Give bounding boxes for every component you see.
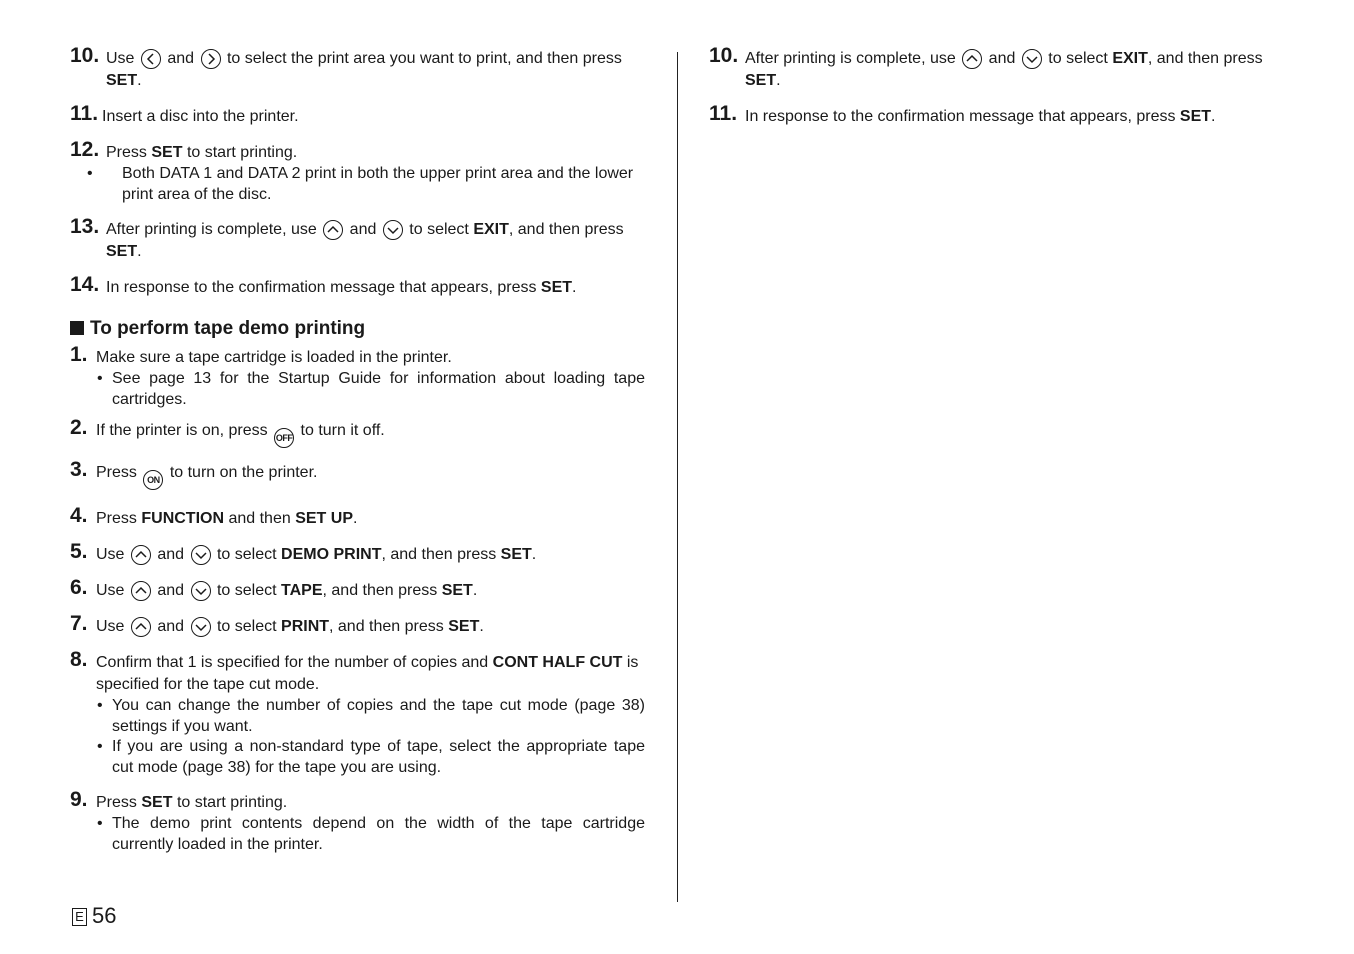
step-number: 11. xyxy=(70,102,99,125)
section-heading xyxy=(70,317,645,341)
demo-step-8 xyxy=(70,648,645,778)
right-column xyxy=(709,44,1284,142)
step-text: and xyxy=(157,546,185,563)
punct: . xyxy=(572,279,577,296)
down-arrow-key-icon xyxy=(191,617,211,637)
step-text: , and then press xyxy=(329,618,444,635)
step-text: If the printer is on, press xyxy=(96,422,268,439)
set-key-label: SET xyxy=(540,279,573,296)
bullet-text: You can change the number of copies and the tape cut mode (page 38) settings if you want. xyxy=(112,697,645,735)
step-number: 9. xyxy=(70,788,88,811)
heading-text: To perform tape demo printing xyxy=(90,318,366,339)
function-label: FUNCTION xyxy=(141,510,225,527)
target-label: DEMO PRINT xyxy=(281,546,382,563)
bullet-note xyxy=(96,369,645,410)
target-label: PRINT xyxy=(281,618,330,635)
step-14-confirm xyxy=(70,273,645,299)
step-number: 1. xyxy=(70,343,88,366)
right-arrow-key-icon xyxy=(201,49,221,69)
step-text: Press xyxy=(96,794,137,811)
step-number: 7. xyxy=(70,612,88,635)
step-number: 12. xyxy=(70,138,100,161)
step-13-exit xyxy=(70,215,645,263)
demo-step-9 xyxy=(70,788,645,855)
demo-step-4 xyxy=(70,504,645,530)
step-text: and xyxy=(167,50,195,67)
step-text: and xyxy=(157,618,185,635)
punct: . xyxy=(776,72,781,89)
down-arrow-key-icon xyxy=(383,220,403,240)
step-text: Insert a disc into the printer. xyxy=(102,108,299,125)
step-number: 3. xyxy=(70,458,88,481)
bullet-text: See page 13 for the Startup Guide for information about loading tape cartridges. xyxy=(112,370,645,408)
punct: . xyxy=(479,618,484,635)
step-12-start-printing xyxy=(70,138,645,205)
step-text: to turn on the printer. xyxy=(169,464,318,481)
demo-step-1 xyxy=(70,343,645,410)
page-footer xyxy=(72,903,116,929)
set-key-label: SET xyxy=(106,243,138,260)
set-key-label: SET xyxy=(448,618,480,635)
step-number: 10. xyxy=(70,44,100,67)
step-text: to select xyxy=(409,221,469,238)
punct: . xyxy=(1211,108,1216,125)
step-text: , and then press xyxy=(322,582,438,599)
set-key-label: SET xyxy=(500,546,532,563)
step-text: Use xyxy=(96,546,125,563)
set-key-label: SET xyxy=(151,144,183,161)
step-text: After printing is complete, use xyxy=(745,50,956,67)
page-number: 56 xyxy=(92,903,117,928)
bullet-note xyxy=(96,814,645,855)
step-text: Confirm that 1 is specified for the number of copies and xyxy=(96,654,489,671)
exit-label: EXIT xyxy=(473,221,509,238)
step-text: to select the print area you want to print, and then press xyxy=(226,50,622,67)
setup-label: SET UP xyxy=(295,510,353,527)
down-arrow-key-icon xyxy=(191,581,211,601)
down-arrow-key-icon xyxy=(1022,49,1042,69)
step-number: 10. xyxy=(709,44,739,67)
step-number: 5. xyxy=(70,540,88,563)
tape-step-11-confirm xyxy=(709,102,1284,128)
up-arrow-key-icon xyxy=(131,617,151,637)
left-column xyxy=(70,44,645,869)
step-text: After printing is complete, use xyxy=(106,221,317,238)
step-text: to select xyxy=(1048,50,1108,67)
left-arrow-key-icon xyxy=(141,49,161,69)
tape-step-10-exit xyxy=(709,44,1284,92)
down-arrow-key-icon xyxy=(191,545,211,565)
exit-label: EXIT xyxy=(1112,50,1148,67)
step-text: to turn it off. xyxy=(300,422,385,439)
bullet-text: The demo print contents depend on the width of the tape cartridge currently loaded in the printer. xyxy=(112,815,645,853)
step-text: to select xyxy=(216,582,277,599)
step-text: , and then press xyxy=(1147,50,1263,67)
up-arrow-key-icon xyxy=(131,581,151,601)
demo-step-3 xyxy=(70,458,645,490)
step-number: 11. xyxy=(709,102,738,125)
step-text: Press xyxy=(96,464,137,481)
punct: . xyxy=(137,243,142,260)
step-number: 2. xyxy=(70,416,88,439)
language-badge: E xyxy=(72,908,87,926)
step-10-select-area xyxy=(70,44,645,92)
step-text: and xyxy=(349,221,377,238)
punct: . xyxy=(472,582,478,599)
demo-step-6 xyxy=(70,576,645,602)
set-key-label: SET xyxy=(1179,108,1212,125)
set-key-label: SET xyxy=(141,794,173,811)
bullet-text: Both DATA 1 and DATA 2 print in both the upper print area and the lower print area of the disc. xyxy=(122,165,634,203)
step-number: 6. xyxy=(70,576,88,599)
step-text: and xyxy=(157,582,185,599)
step-text: In response to the confirmation message that appears, press xyxy=(106,279,537,296)
step-text: In response to the confirmation message that appears, press xyxy=(745,108,1176,125)
step-number: 13. xyxy=(70,215,100,238)
step-text: is specified for the tape cut mode. xyxy=(96,654,639,693)
step-number: 8. xyxy=(70,648,88,671)
step-text: and then xyxy=(228,510,291,527)
set-key-label: SET xyxy=(441,582,473,599)
punct: . xyxy=(137,72,142,89)
step-text: Make sure a tape cartridge is loaded in the printer. xyxy=(96,349,452,366)
step-text: Press xyxy=(106,144,147,161)
up-arrow-key-icon xyxy=(962,49,982,69)
bullet-note xyxy=(96,737,645,778)
cont-half-cut-label: CONT HALF CUT xyxy=(492,654,623,671)
up-arrow-key-icon xyxy=(323,220,343,240)
square-bullet-icon xyxy=(70,321,84,335)
step-number: 14. xyxy=(70,273,100,296)
step-text: to start printing. xyxy=(186,144,298,161)
set-key-label: SET xyxy=(745,72,777,89)
punct: . xyxy=(353,510,358,527)
step-text: , and then press xyxy=(508,221,624,238)
step-text: Use xyxy=(96,582,125,599)
bullet-note xyxy=(86,164,645,205)
off-key-icon: OFF xyxy=(274,428,294,448)
column-divider xyxy=(677,52,678,902)
step-text: Press xyxy=(96,510,137,527)
step-number: 4. xyxy=(70,504,88,527)
step-11-insert-disc xyxy=(70,102,645,128)
bullet-text: If you are using a non-standard type of tape, select the appropriate tape cut mode (page 38) for the tape you are using. xyxy=(112,738,645,776)
step-text: and xyxy=(988,50,1016,67)
bullet-note xyxy=(96,696,645,737)
set-key-label: SET xyxy=(106,72,138,89)
demo-step-2 xyxy=(70,416,645,448)
step-text: , and then press xyxy=(381,546,497,563)
step-text: to select xyxy=(216,618,277,635)
on-key-icon: ON xyxy=(143,470,163,490)
up-arrow-key-icon xyxy=(131,545,151,565)
target-label: TAPE xyxy=(281,582,323,599)
step-text: to select xyxy=(216,546,277,563)
demo-step-7 xyxy=(70,612,645,638)
step-text: Use xyxy=(106,50,135,67)
step-text: to start printing. xyxy=(176,794,288,811)
punct: . xyxy=(531,546,537,563)
demo-step-5 xyxy=(70,540,645,566)
step-text: Use xyxy=(96,618,125,635)
